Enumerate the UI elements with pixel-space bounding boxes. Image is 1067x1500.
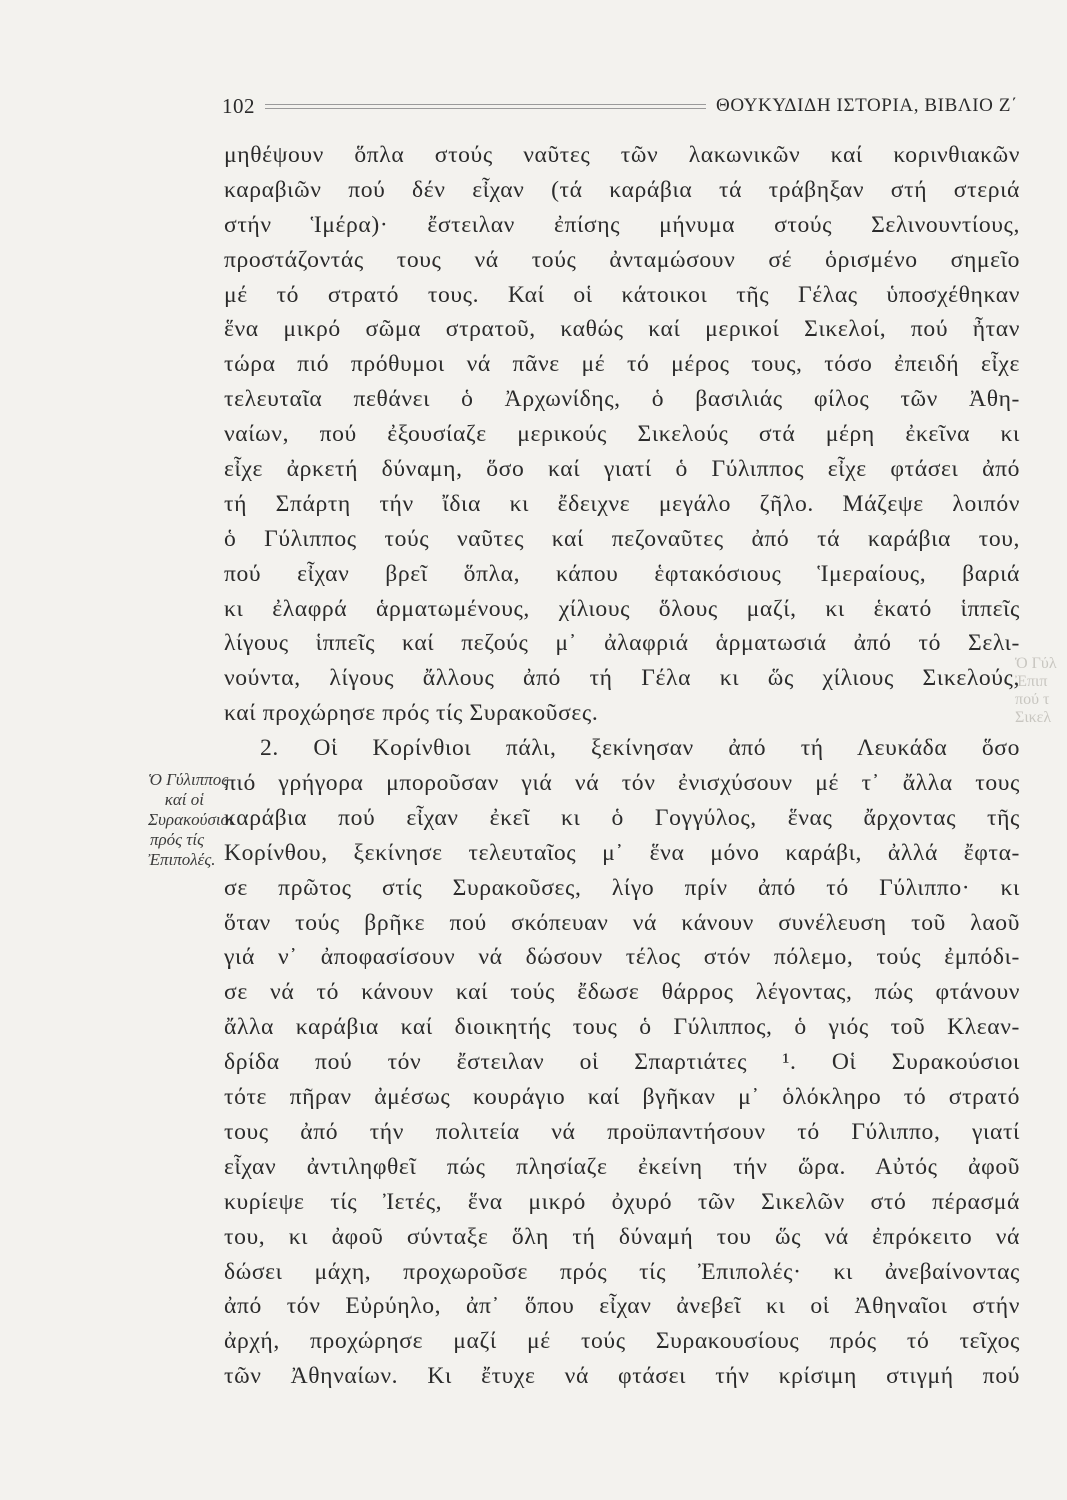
bleed-line: Ἐπιπ — [1015, 673, 1048, 690]
margin-note-line: Ὁ Γύλιππος — [148, 770, 229, 789]
text-line: καραβιῶν πού δέν εἶχαν (τά καράβια τά τράβηξαν στή στεριά — [224, 176, 1020, 203]
text-line: μηθέψουν ὅπλα στούς ναῦτες τῶν λακωνικῶν καί κορινθιακῶν — [224, 142, 1020, 168]
page-number: 102 — [222, 93, 255, 118]
running-title: ΘΟΥΚΥΔΙΔΗ ΙΣΤΟΡΙΑ, ΒΙΒΛΙΟ Ζ΄ — [716, 95, 1018, 116]
text-line: λίγους ἱππεῖς καί πεζούς μ᾿ ἀλαφριά ἁρματωσιά ἀπό τό Σελι- — [224, 630, 1020, 657]
text-line: 2. Οἱ Κορίνθιοι πάλι, ξεκίνησαν ἀπό τή Λευκάδα ὅσο — [260, 735, 1020, 762]
header-rule — [265, 104, 706, 109]
text-line: τότε πῆραν ἀμέσως κουράγιο καί βγῆκαν μ᾿ ὁλόκληρο τό στρατό — [224, 1084, 1020, 1111]
bleed-line: Σικελ — [1015, 709, 1052, 725]
text-line: στήν Ἱμέρα)· ἔστειλαν ἐπίσης μήνυμα στούς Σελινουντίους, — [224, 211, 1020, 238]
text-line: ἄλλα καράβια καί διοικητής τους ὁ Γύλιππος, ὁ γιός τοῦ Κλεαν- — [224, 1014, 1020, 1041]
margin-note-line: καί οἱ — [164, 790, 204, 809]
text-line: δώσει μάχη, προχωροῦσε πρός τίς Ἐπιπολές· κι ἀνεβαίνοντας — [224, 1258, 1020, 1285]
text-line: Κορίνθου, ξεκίνησε τελευταῖος μ᾿ ἕνα μόνο καράβι, ἀλλά ἔφτα- — [224, 839, 1020, 866]
body-text — [224, 138, 1020, 1394]
text-line: ἀπό τόν Εὐρύηλο, ἀπ᾿ ὅπου εἶχαν ἀνεβεῖ κι οἱ Ἀθηναῖοι στήν — [224, 1293, 1020, 1320]
text-line: πού εἶχαν βρεῖ ὅπλα, κάπου ἑφτακόσιους Ἱμεραίους, βαριά — [224, 560, 1020, 587]
text-line: ναίων, πού ἐξουσίαζε μερικούς Σικελούς στά μέρη ἐκεῖνα κι — [224, 421, 1020, 448]
text-line: καράβια πού εἶχαν ἐκεῖ κι ὁ Γογγύλος, ἕνας ἄρχοντας τῆς — [224, 804, 1020, 831]
text-line: καί προχώρησε πρός τίς Συρακοῦσες. — [224, 700, 599, 727]
text-line: ὁ Γύλιππος τούς ναῦτες καί πεζοναῦτες ἀπό τά καράβια του, — [224, 525, 1020, 552]
text-line: τους ἀπό τήν πολιτεία νά προϋπαντήσουν τό Γύλιππο, γιατί — [224, 1118, 1020, 1145]
margin-note — [148, 770, 234, 870]
margin-note-line: πρός τίς — [149, 830, 204, 849]
text-line: γιά ν᾿ ἀποφασίσουν νά δώσουν τέλος στόν πόλεμο, τούς ἐμπόδι- — [224, 944, 1020, 971]
text-line: δρίδα πού τόν ἔστειλαν οἱ Σπαρτιάτες ¹. Οἱ Συρακούσιοι — [224, 1049, 1020, 1076]
text-line: σε πρῶτος στίς Συρακοῦσες, λίγο πρίν ἀπό τό Γύλιππο· κι — [224, 874, 1020, 901]
text-line: του, κι ἀφοῦ σύνταξε ὅλη τή δύναμή του ὥς νά ἐπρόκειτο νά — [224, 1223, 1020, 1250]
margin-note-line: Ἐπιπολές. — [148, 850, 216, 869]
text-line: τώρα πιό πρόθυμοι νά πᾶνε μέ τό μέρος τους, τόσο ἐπειδή εἶχε — [224, 351, 1020, 378]
text-line: σε νά τό κάνουν καί τούς ἔδωσε θάρρος λέγοντας, πώς φτάνουν — [224, 979, 1020, 1006]
text-line: κι ἐλαφρά ἁρματωμένους, χίλιους ὅλους μαζί, κι ἑκατό ἱππεῖς — [224, 595, 1020, 622]
text-line: τελευταῖα πεθάνει ὁ Ἀρχωνίδης, ὁ βασιλιάς φίλος τῶν Ἀθη- — [224, 386, 1020, 413]
text-line: νούντα, λίγους ἄλλους ἀπό τή Γέλα κι ὥς χίλιους Σικελούς, — [224, 665, 1020, 692]
margin-note-line: Συρακούσιοι — [148, 810, 234, 829]
text-line: ἕνα μικρό σῶμα στρατοῦ, καθώς καί μερικοί Σικελοί, πού ἦταν — [224, 316, 1020, 343]
running-header — [222, 86, 1018, 126]
text-line: κυρίεψε τίς Ἰετές, ἕνα μικρό ὀχυρό τῶν Σικελῶν στό πέρασμά — [224, 1188, 1020, 1215]
text-line: πιό γρήγορα μποροῦσαν γιά νά τόν ἐνισχύσουν μέ τ᾿ ἄλλα τους — [224, 770, 1020, 797]
text-line: προστάζοντάς τους νά τούς ἀνταμώσουν σέ ὁρισμένο σημεῖο — [224, 246, 1020, 273]
text-line: εἶχαν ἀντιληφθεῖ πώς πλησίαζε ἐκείνη τήν ὥρα. Αὐτός ἀφοῦ — [224, 1153, 1020, 1180]
text-line: ἀρχή, προχώρησε μαζί μέ τούς Συρακουσίους πρός τό τεῖχος — [224, 1328, 1020, 1355]
bleed-line: πού τ — [1015, 691, 1050, 708]
text-line: ὅταν τούς βρῆκε πού σκόπευαν νά κάνουν συνέλευση τοῦ λαοῦ — [224, 909, 1020, 936]
text-line: τή Σπάρτη τήν ἴδια κι ἔδειχνε μεγάλο ζῆλο. Μάζεψε λοιπόν — [224, 490, 1020, 517]
text-line: μέ τό στρατό τους. Καί οἱ κάτοικοι τῆς Γέλας ὑποσχέθηκαν — [224, 281, 1020, 308]
bleed-line: Ὁ Γύλ — [1015, 655, 1057, 672]
text-line: τῶν Ἀθηναίων. Κι ἔτυχε νά φτάσει τήν κρίσιμη στιγμή πού — [224, 1363, 1020, 1390]
text-line: εἶχε ἀρκετή δύναμη, ὅσο καί γιατί ὁ Γύλιππος εἶχε φτάσει ἀπό — [224, 456, 1020, 483]
bleed-through-text — [1015, 655, 1067, 725]
